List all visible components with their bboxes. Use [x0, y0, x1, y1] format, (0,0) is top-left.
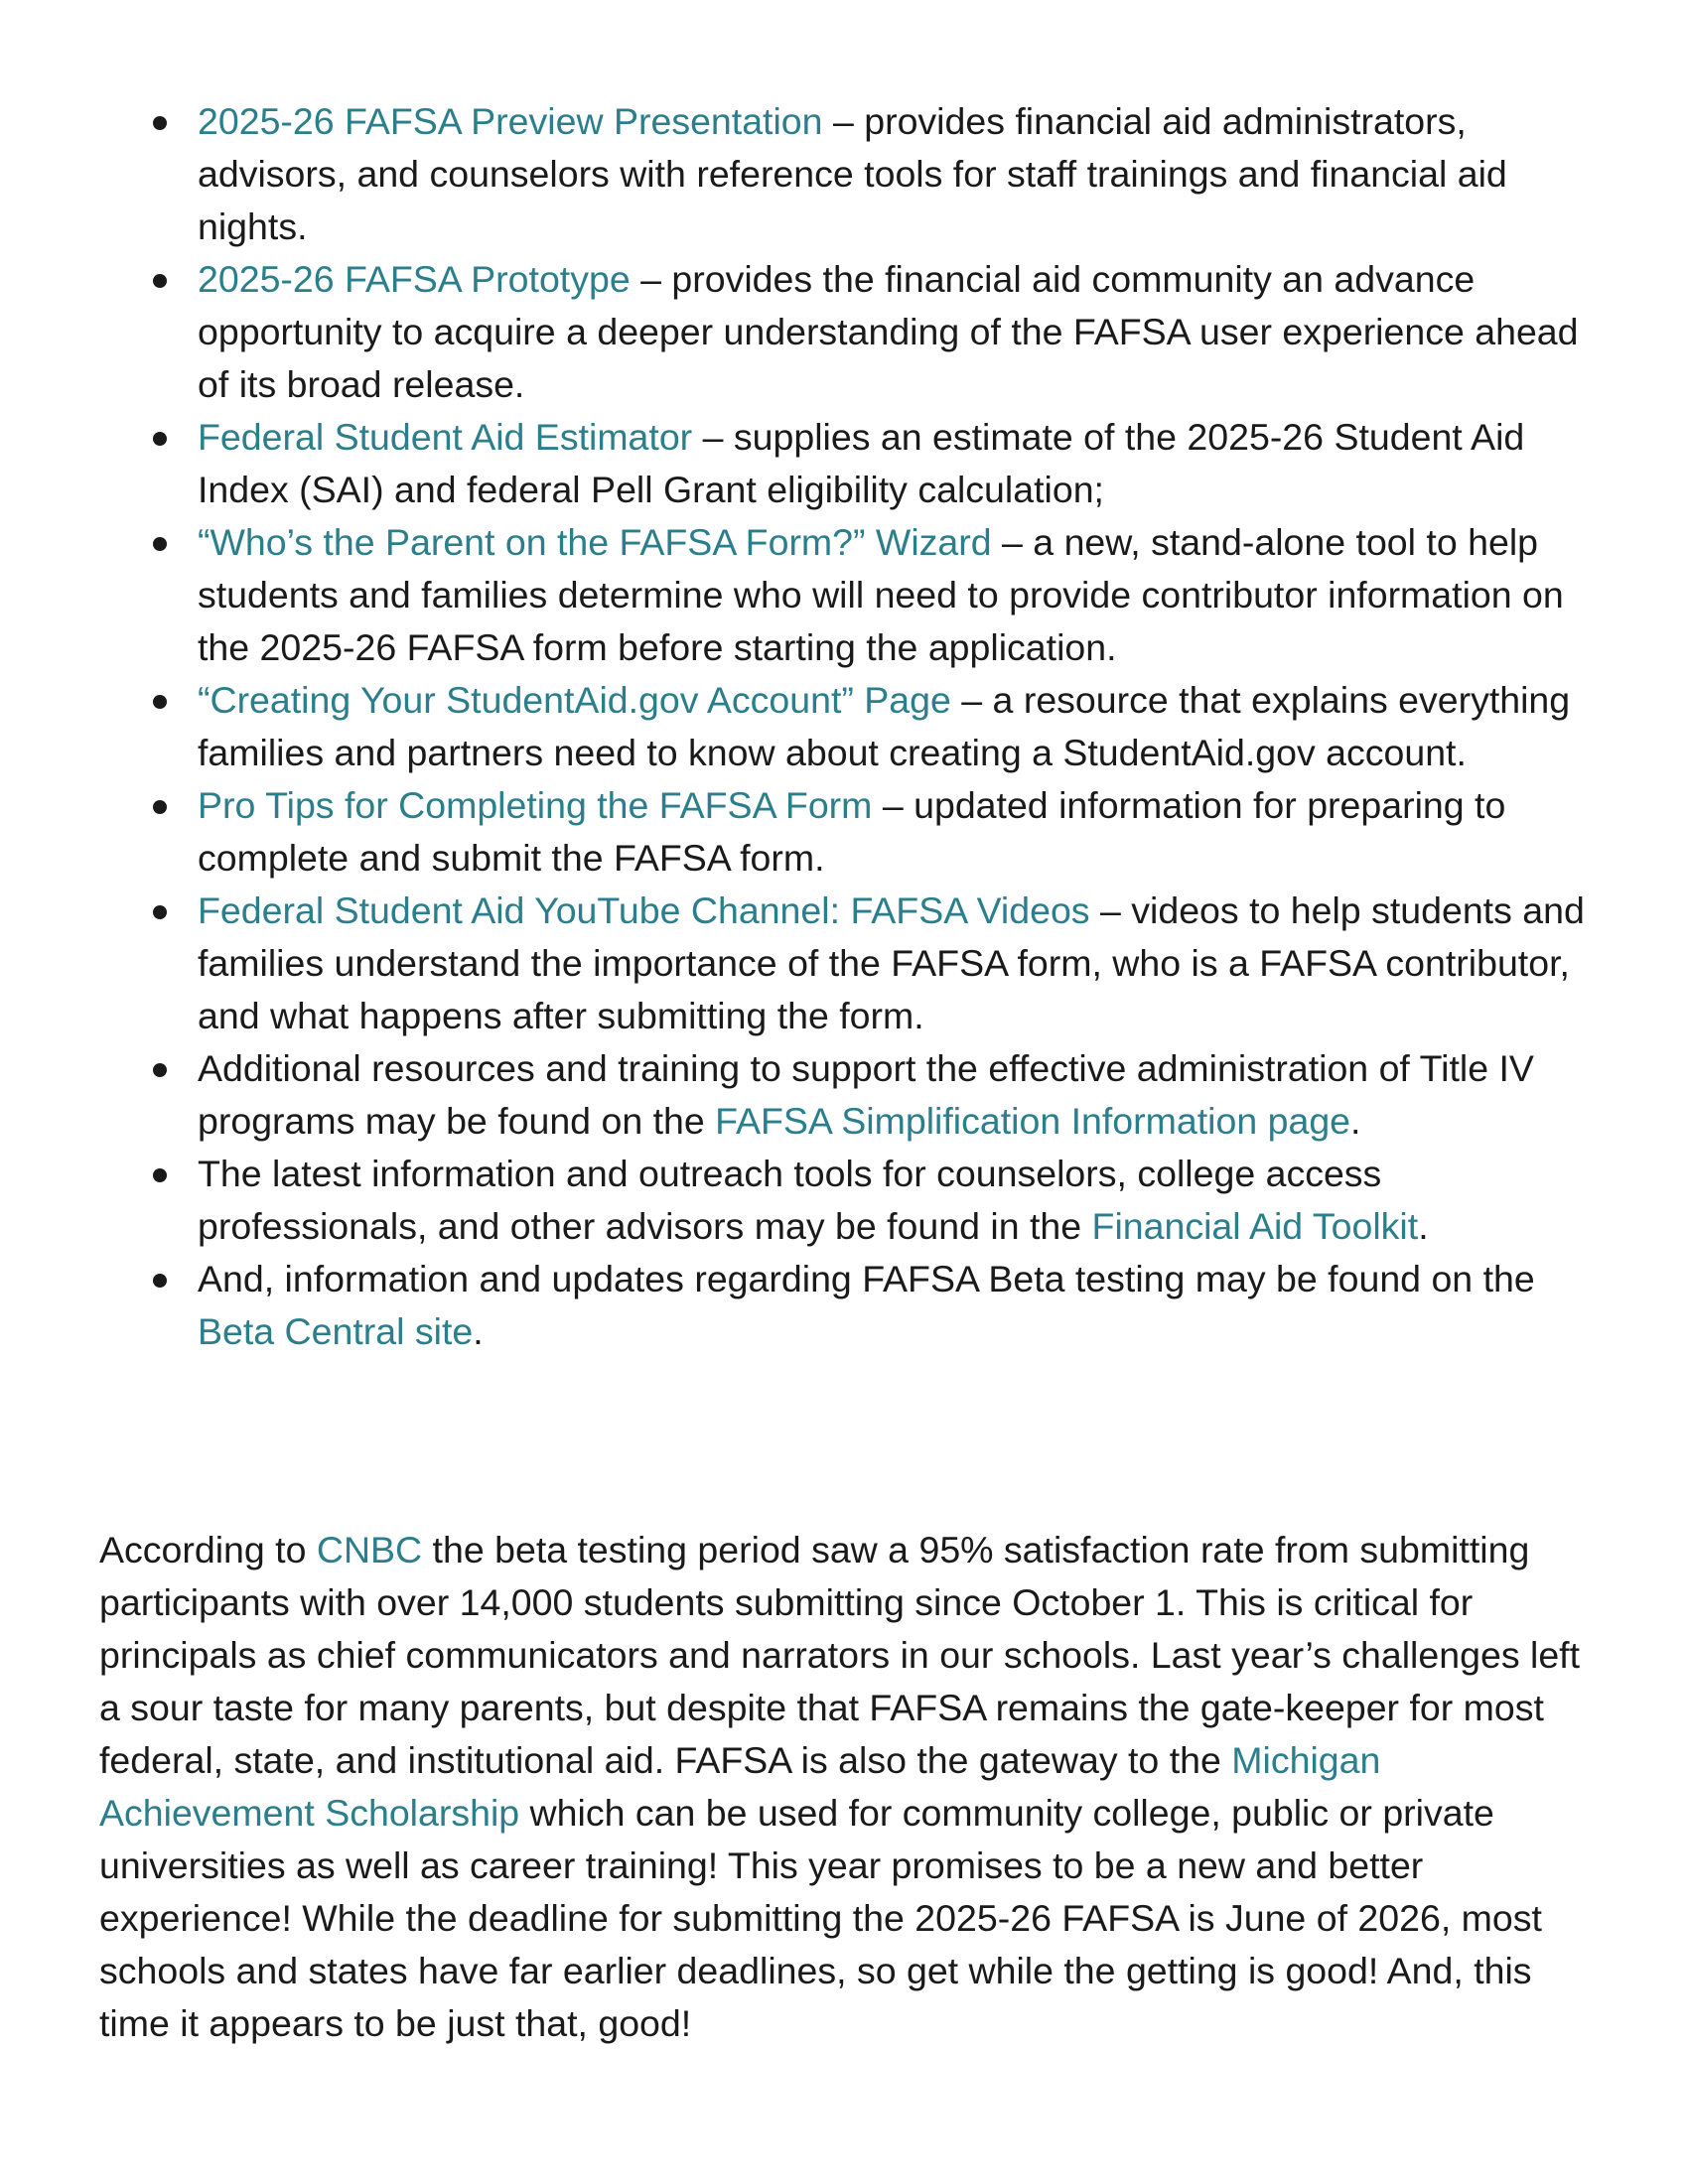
- fafsa-simplification-page-link[interactable]: FAFSA Simplification Information page: [715, 1100, 1351, 1142]
- fafsa-prototype-link[interactable]: 2025-26 FAFSA Prototype: [198, 258, 631, 300]
- list-item-text: .: [473, 1310, 484, 1352]
- list-item-text: The latest information and outreach tools for counselors, college access professionals, and other advisors may be found in the: [198, 1153, 1382, 1247]
- bullet-icon: [153, 1274, 167, 1288]
- bullet-icon: [153, 432, 167, 446]
- bullet-icon: [153, 905, 167, 919]
- list-item: [149, 95, 1589, 253]
- bullet-icon: [153, 274, 167, 288]
- list-item: [149, 674, 1589, 779]
- list-item: [149, 253, 1589, 411]
- bullet-icon: [153, 116, 167, 130]
- list-item-text: – updated information for preparing to complete and submit the FAFSA form.: [198, 784, 1506, 879]
- list-item-text: .: [1418, 1205, 1429, 1247]
- bullet-icon: [153, 1168, 167, 1182]
- list-item: [149, 1253, 1589, 1358]
- bullet-icon: [153, 537, 167, 551]
- list-item-text: – a resource that explains everything families and partners need to know about creating a StudentAid.gov account.: [198, 679, 1571, 773]
- bullet-icon: [153, 695, 167, 709]
- list-item-text: .: [1350, 1100, 1361, 1142]
- parent-wizard-link[interactable]: “Who’s the Parent on the FAFSA Form?” Wizard: [198, 521, 992, 563]
- bullet-icon: [153, 800, 167, 814]
- paragraph-text: the beta testing period saw a 95% satisfaction rate from submitting participants with over 14,000 students submitting since October 1. This is critical for principals as chief communicators and narrators in our schools. Last year’s challenges left a sour taste for many parents, but despite that FAFSA remains the gate-keeper for most federal, state, and institutional aid. FAFSA is also the gateway to the: [99, 1529, 1581, 1781]
- list-item: [149, 411, 1589, 516]
- michigan-achievement-scholarship-link[interactable]: Michigan Achievement Scholarship: [99, 1739, 1381, 1834]
- list-item: [149, 1148, 1589, 1253]
- list-item-text: – provides the financial aid community an advance opportunity to acquire a deeper understanding of the FAFSA user experience ahead of its broad release.: [198, 258, 1579, 405]
- pro-tips-link[interactable]: Pro Tips for Completing the FAFSA Form: [198, 784, 873, 826]
- list-item-text: – provides financial aid administrators, advisors, and counselors with reference tools for staff trainings and financial aid nights.: [198, 100, 1507, 247]
- aid-estimator-link[interactable]: Federal Student Aid Estimator: [198, 416, 693, 458]
- list-item: [149, 885, 1589, 1042]
- fafsa-preview-presentation-link[interactable]: 2025-26 FAFSA Preview Presentation: [198, 100, 823, 142]
- body-paragraph: [99, 1524, 1599, 2050]
- resource-list: [149, 95, 1589, 1358]
- financial-aid-toolkit-link[interactable]: Financial Aid Toolkit: [1091, 1205, 1419, 1247]
- paragraph-text: According to: [99, 1529, 317, 1570]
- studentaid-account-page-link[interactable]: “Creating Your StudentAid.gov Account” Page: [198, 679, 951, 721]
- list-item-text: Additional resources and training to support the effective administration of Title IV programs may be found on the: [198, 1047, 1534, 1142]
- list-item-text: – a new, stand-alone tool to help students and families determine who will need to provide contributor information on the 2025-26 FAFSA form before starting the application.: [198, 521, 1564, 668]
- cnbc-link[interactable]: CNBC: [316, 1529, 423, 1570]
- list-item: [149, 516, 1589, 674]
- list-item-text: – supplies an estimate of the 2025-26 Student Aid Index (SAI) and federal Pell Grant eligibility calculation;: [198, 416, 1525, 510]
- list-item-text: And, information and updates regarding FAFSA Beta testing may be found on the: [198, 1258, 1535, 1299]
- youtube-fafsa-videos-link[interactable]: Federal Student Aid YouTube Channel: FAFSA Videos: [198, 889, 1090, 931]
- paragraph-text: which can be used for community college, public or private universities as well as career training! This year promises to be a new and better experience! While the deadline for submitting the 2025-26 FAFSA is June of 2026, most schools and states have far earlier deadlines, so get while the getting is good! And, this time it appears to be just that, good!: [99, 1792, 1542, 2044]
- list-item: [149, 779, 1589, 885]
- beta-central-link[interactable]: Beta Central site: [198, 1310, 474, 1352]
- bullet-icon: [153, 1063, 167, 1077]
- list-item-text: – videos to help students and families understand the importance of the FAFSA form, who is a FAFSA contributor, and what happens after submitting the form.: [198, 889, 1585, 1036]
- list-item: [149, 1042, 1589, 1148]
